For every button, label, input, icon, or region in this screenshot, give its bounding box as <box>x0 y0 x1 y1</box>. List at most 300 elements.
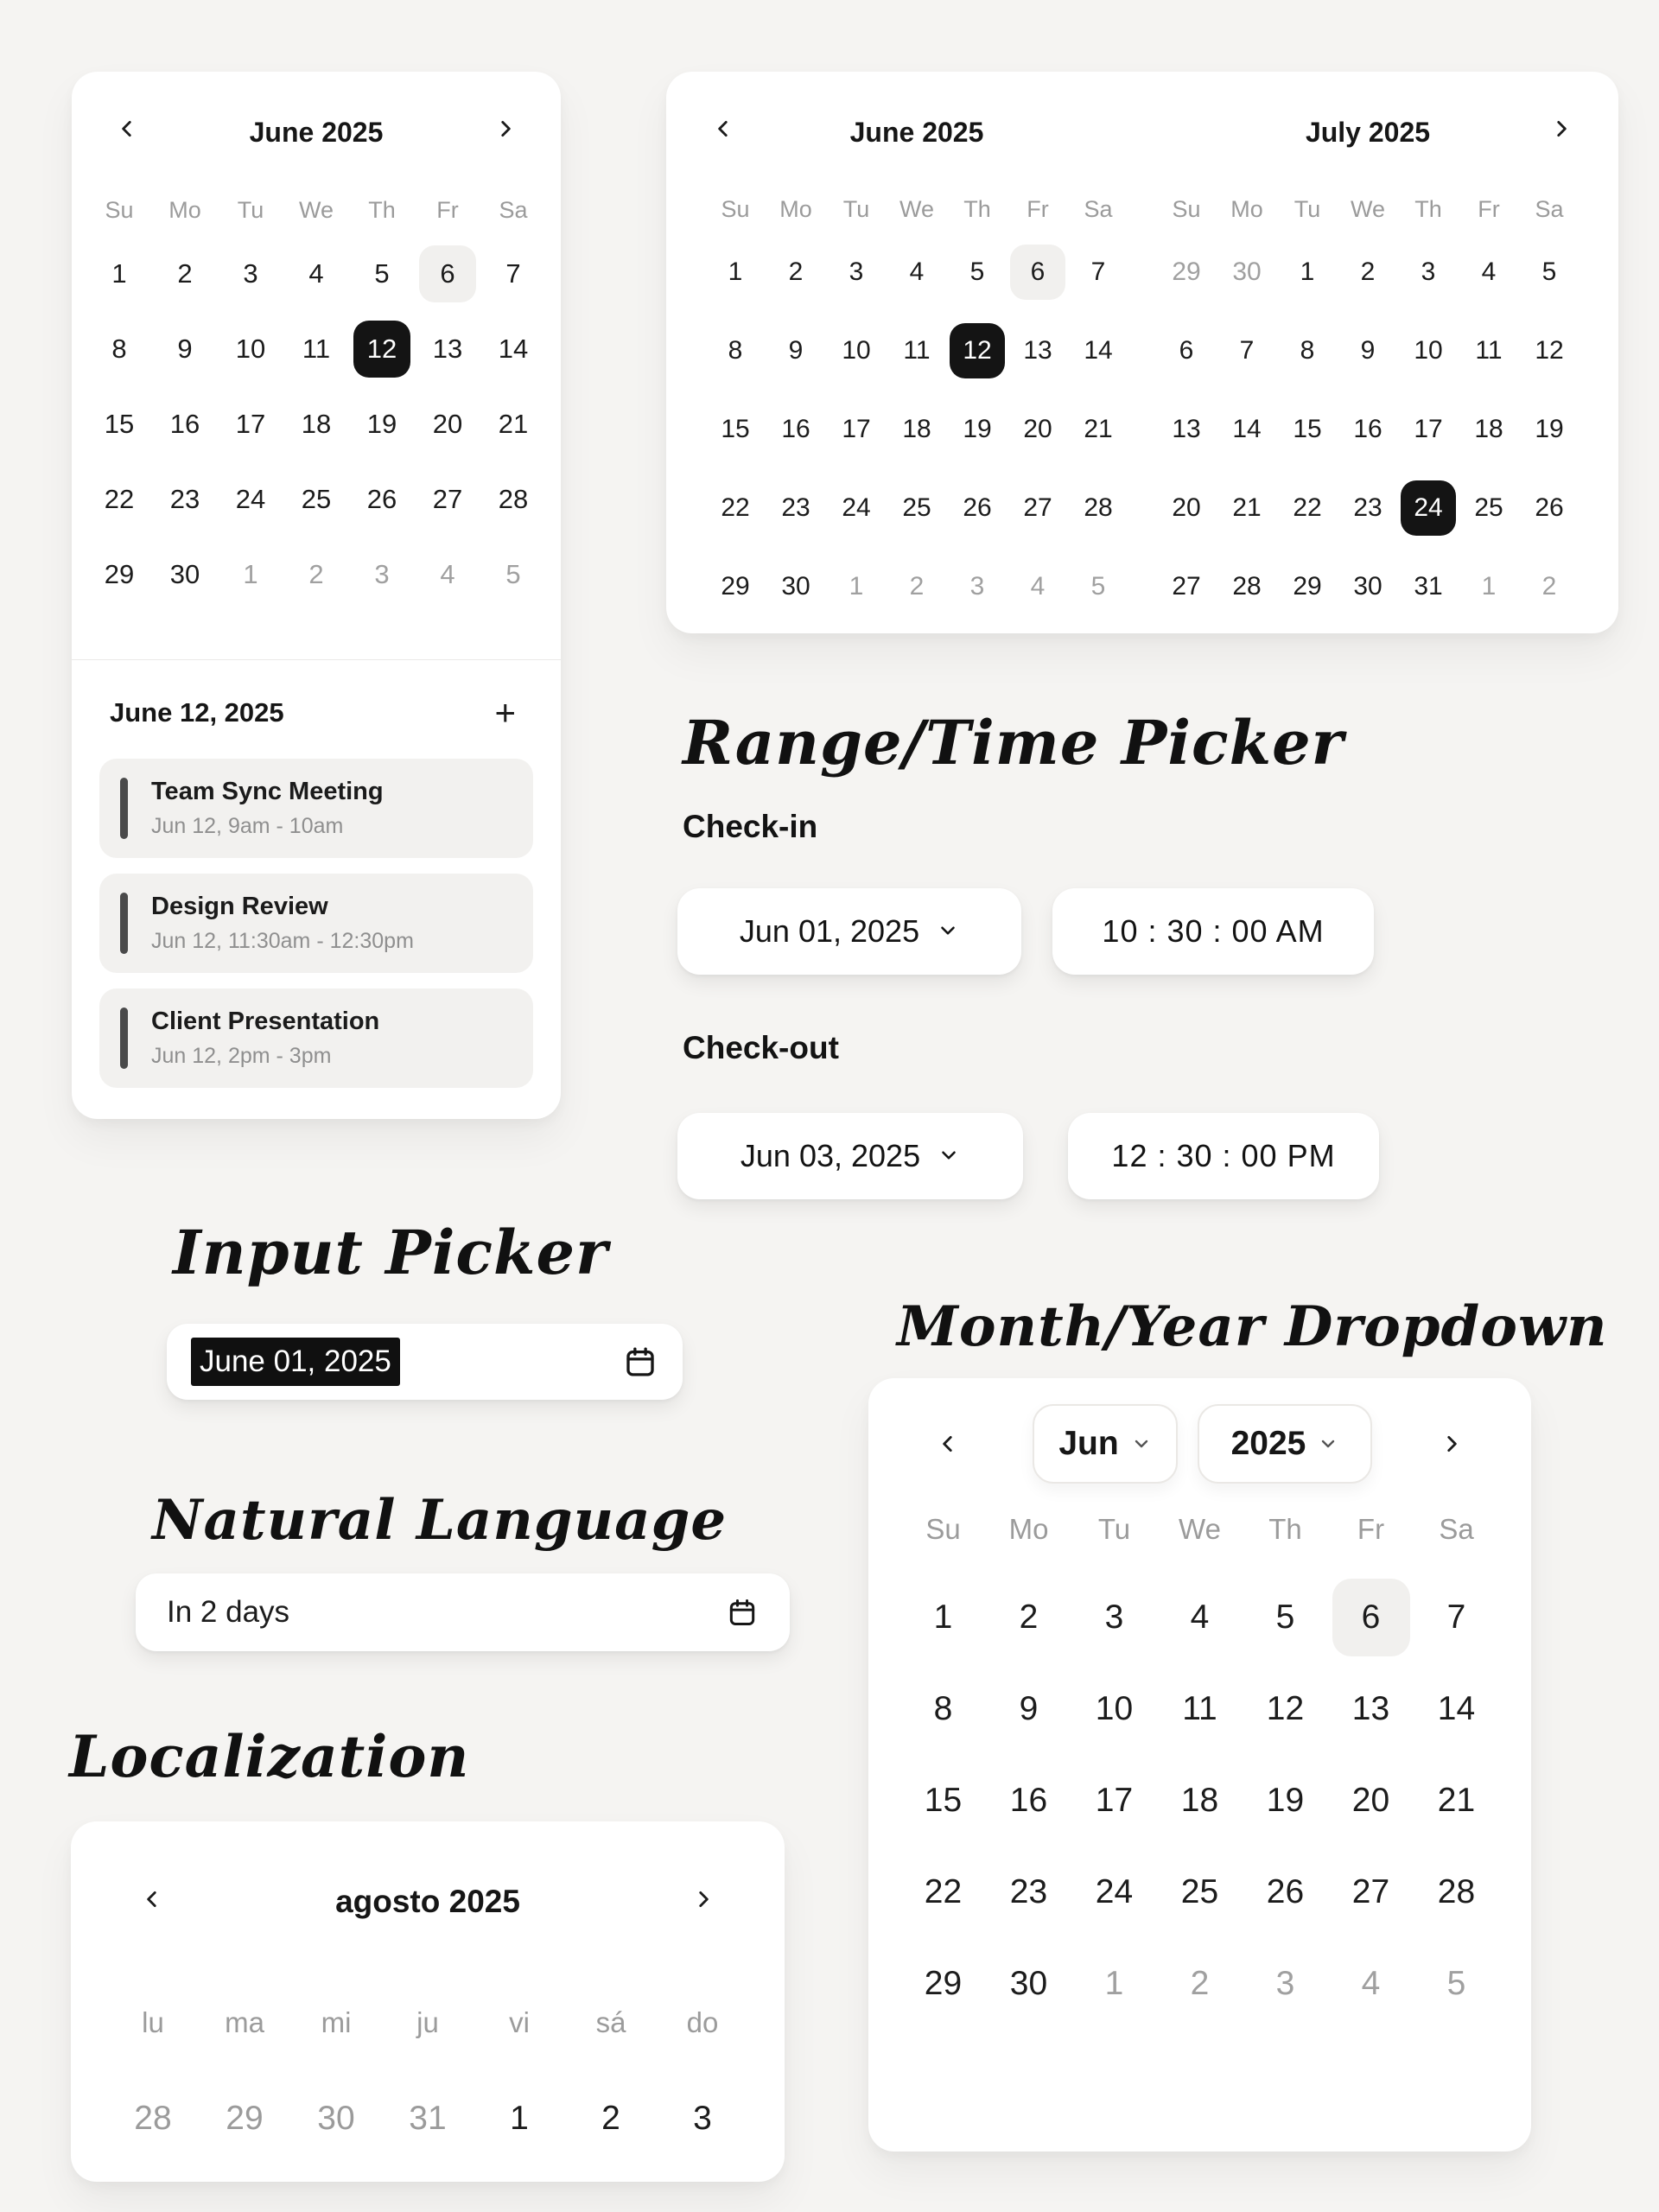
event-time: Jun 12, 11:30am - 12:30pm <box>151 929 414 953</box>
day-cell[interactable] <box>1459 232 1519 311</box>
day-cell[interactable] <box>1156 547 1217 626</box>
day-cell[interactable] <box>826 232 887 311</box>
event-title: Client Presentation <box>151 1007 380 1035</box>
day-cell[interactable] <box>826 468 887 547</box>
day-cell[interactable] <box>86 236 152 311</box>
day-number: 19 <box>1266 1782 1305 1819</box>
day-number: 10 <box>235 333 266 364</box>
day-cell[interactable] <box>349 311 415 386</box>
year-dropdown[interactable] <box>1198 1404 1372 1484</box>
day-cell[interactable] <box>152 537 218 612</box>
next-month-button[interactable] <box>688 1885 719 1916</box>
day-number: 11 <box>1475 335 1503 365</box>
day-cell[interactable] <box>1243 1663 1328 1755</box>
day-cell[interactable] <box>947 311 1007 390</box>
day-number: 29 <box>924 1965 963 2002</box>
day-cell[interactable] <box>1398 232 1459 311</box>
day-cell[interactable] <box>1338 390 1398 468</box>
weekday-label: Th <box>1268 1513 1302 1545</box>
day-number: 30 <box>1009 1965 1048 2002</box>
day-grid <box>900 1572 1499 2030</box>
day-cell[interactable] <box>415 236 480 311</box>
weekday-label: Su <box>1172 195 1201 222</box>
day-number: 9 <box>1360 335 1376 365</box>
day-number: 4 <box>909 257 925 286</box>
range-calendar-card <box>666 72 1618 633</box>
day-cell[interactable] <box>1277 390 1338 468</box>
event-item[interactable] <box>99 988 533 1088</box>
day-number: 29 <box>104 558 135 589</box>
day-cell[interactable] <box>887 232 947 311</box>
day-cell[interactable] <box>1156 311 1217 390</box>
day-grid <box>705 232 1128 626</box>
day-number: 29 <box>1293 571 1322 601</box>
day-cell[interactable] <box>480 236 546 311</box>
day-cell[interactable] <box>766 468 826 547</box>
weekday-label: We <box>1179 1513 1221 1545</box>
day-cell[interactable] <box>86 386 152 461</box>
day-number: 18 <box>301 408 332 439</box>
day-cell[interactable] <box>900 1755 986 1847</box>
day-cell[interactable] <box>480 311 546 386</box>
day-cell[interactable] <box>290 2074 382 2164</box>
day-cell[interactable] <box>1328 1847 1414 1938</box>
day-number: 15 <box>924 1782 963 1819</box>
day-cell[interactable] <box>1338 547 1398 626</box>
day-cell[interactable] <box>1398 468 1459 547</box>
day-cell[interactable] <box>1398 547 1459 626</box>
weekday-label: do <box>686 2006 719 2038</box>
day-number: 8 <box>933 1690 953 1727</box>
selected-day: 12 <box>353 321 410 378</box>
day-cell[interactable] <box>1414 1663 1499 1755</box>
day-cell[interactable] <box>1414 1847 1499 1938</box>
day-cell[interactable] <box>1519 311 1580 390</box>
day-cell[interactable] <box>1277 547 1338 626</box>
day-cell[interactable] <box>1328 1572 1414 1663</box>
day-cell[interactable] <box>349 236 415 311</box>
day-cell[interactable] <box>1277 468 1338 547</box>
day-number: 25 <box>902 493 931 522</box>
day-cell[interactable] <box>1157 1663 1243 1755</box>
day-cell[interactable] <box>1459 390 1519 468</box>
day-number: 1 <box>1104 1965 1124 2002</box>
day-cell[interactable] <box>947 232 1007 311</box>
day-cell[interactable] <box>826 547 887 626</box>
day-number: 13 <box>1172 414 1201 443</box>
day-number: 29 <box>226 2100 264 2137</box>
today-day: 6 <box>1332 1579 1410 1656</box>
day-cell[interactable] <box>1519 547 1580 626</box>
day-cell[interactable] <box>152 461 218 537</box>
day-cell[interactable] <box>1007 232 1068 311</box>
weekday-label: Sa <box>1439 1513 1474 1545</box>
day-cell[interactable] <box>218 236 283 311</box>
day-cell[interactable] <box>1071 1847 1157 1938</box>
day-cell[interactable] <box>1459 468 1519 547</box>
day-cell[interactable] <box>1519 468 1580 547</box>
day-number: 5 <box>505 558 521 589</box>
day-cell[interactable] <box>1338 468 1398 547</box>
day-cell[interactable] <box>1277 311 1338 390</box>
day-cell[interactable] <box>415 386 480 461</box>
day-number: 1 <box>1300 257 1315 286</box>
day-cell[interactable] <box>705 390 766 468</box>
day-number: 10 <box>842 335 871 365</box>
day-cell[interactable] <box>1277 232 1338 311</box>
day-cell[interactable] <box>826 311 887 390</box>
day-cell[interactable] <box>86 311 152 386</box>
day-cell[interactable] <box>766 547 826 626</box>
day-cell[interactable] <box>766 311 826 390</box>
day-number: 30 <box>1353 571 1382 601</box>
section-heading-input-picker: Input Picker <box>173 1217 608 1288</box>
weekday-label: Fr <box>1027 195 1049 222</box>
day-cell[interactable] <box>107 2074 199 2164</box>
day-cell[interactable] <box>1217 468 1277 547</box>
day-number: 30 <box>1232 257 1262 286</box>
day-cell[interactable] <box>86 461 152 537</box>
day-number: 20 <box>1351 1782 1390 1819</box>
calendar-icon[interactable] <box>726 1596 759 1629</box>
day-cell[interactable] <box>152 311 218 386</box>
day-number: 10 <box>1414 335 1443 365</box>
day-cell[interactable] <box>657 2074 748 2164</box>
day-number: 2 <box>1541 571 1557 601</box>
today-day: 6 <box>1010 245 1065 300</box>
day-number: 14 <box>498 333 529 364</box>
day-number: 5 <box>1446 1965 1466 2002</box>
weekday-label: sá <box>595 2006 626 2038</box>
day-cell[interactable] <box>900 1663 986 1755</box>
day-number: 10 <box>1095 1690 1134 1727</box>
day-cell[interactable] <box>1007 468 1068 547</box>
day-cell[interactable] <box>766 390 826 468</box>
day-number: 4 <box>1030 571 1046 601</box>
day-cell[interactable] <box>826 390 887 468</box>
day-cell[interactable] <box>86 537 152 612</box>
day-cell[interactable] <box>415 311 480 386</box>
natural-language-input[interactable] <box>136 1573 790 1651</box>
day-cell[interactable] <box>1459 311 1519 390</box>
event-title: Design Review <box>151 893 328 920</box>
day-cell[interactable] <box>349 537 415 612</box>
day-cell[interactable] <box>218 461 283 537</box>
day-cell[interactable] <box>705 547 766 626</box>
day-number: 2 <box>1190 1965 1210 2002</box>
day-cell[interactable] <box>887 311 947 390</box>
day-cell[interactable] <box>947 468 1007 547</box>
day-cell[interactable] <box>1068 390 1128 468</box>
day-number: 15 <box>104 408 135 439</box>
day-number: 2 <box>601 2100 620 2137</box>
chevron-down-icon <box>1318 1425 1338 1463</box>
day-cell[interactable] <box>283 386 349 461</box>
day-number: 4 <box>1481 257 1497 286</box>
day-cell[interactable] <box>1007 311 1068 390</box>
day-number: 3 <box>243 257 258 289</box>
day-cell[interactable] <box>283 537 349 612</box>
weekday-label: Su <box>721 195 750 222</box>
day-cell[interactable] <box>986 1663 1071 1755</box>
weekday-label: We <box>899 195 934 222</box>
add-event-button[interactable]: + <box>494 692 516 733</box>
day-number: 9 <box>177 333 193 364</box>
weekday-label: Tu <box>1294 195 1321 222</box>
day-cell[interactable] <box>900 1572 986 1663</box>
day-number: 24 <box>842 493 871 522</box>
day-number: 19 <box>963 414 992 443</box>
day-number: 24 <box>235 483 266 514</box>
day-cell[interactable] <box>1007 390 1068 468</box>
weekday-row <box>705 194 1128 224</box>
check-in-time-value: 10 : 30 : 00 AM <box>1102 913 1325 949</box>
next-month-button[interactable] <box>1436 1430 1467 1461</box>
day-cell[interactable] <box>1414 1572 1499 1663</box>
check-out-time-button[interactable] <box>1068 1113 1379 1199</box>
day-cell[interactable] <box>887 547 947 626</box>
day-number: 16 <box>169 408 200 439</box>
event-accent-bar <box>120 1007 128 1069</box>
day-number: 1 <box>510 2100 529 2137</box>
day-cell[interactable] <box>1328 1755 1414 1847</box>
day-cell[interactable] <box>199 2074 290 2164</box>
weekday-label: Tu <box>1097 1513 1131 1545</box>
day-cell[interactable] <box>1071 1938 1157 2030</box>
day-number: 31 <box>409 2100 447 2137</box>
day-number: 2 <box>177 257 193 289</box>
event-accent-bar <box>120 778 128 839</box>
day-cell[interactable] <box>1157 1572 1243 1663</box>
day-number: 25 <box>301 483 332 514</box>
day-number: 2 <box>788 257 804 286</box>
day-number: 22 <box>104 483 135 514</box>
day-cell[interactable] <box>766 232 826 311</box>
month-dropdown[interactable] <box>1033 1404 1178 1484</box>
day-cell[interactable] <box>1414 1938 1499 2030</box>
day-number: 28 <box>1084 493 1113 522</box>
prev-month-button[interactable] <box>932 1430 963 1461</box>
day-cell[interactable] <box>283 461 349 537</box>
day-cell[interactable] <box>1338 311 1398 390</box>
day-cell[interactable] <box>900 1847 986 1938</box>
day-cell[interactable] <box>1217 547 1277 626</box>
day-cell[interactable] <box>986 1572 1071 1663</box>
chevron-down-icon <box>1131 1425 1152 1463</box>
left-month-title: June 2025 <box>849 117 984 148</box>
day-cell[interactable] <box>1217 390 1277 468</box>
day-cell[interactable] <box>1414 1755 1499 1847</box>
day-cell[interactable] <box>1156 390 1217 468</box>
day-cell[interactable] <box>349 461 415 537</box>
day-number: 1 <box>933 1599 953 1636</box>
day-number: 16 <box>1353 414 1382 443</box>
day-number: 2 <box>1360 257 1376 286</box>
day-number: 21 <box>498 408 529 439</box>
day-cell[interactable] <box>1217 232 1277 311</box>
day-cell[interactable] <box>887 468 947 547</box>
day-cell[interactable] <box>480 386 546 461</box>
day-number: 2 <box>909 571 925 601</box>
day-cell[interactable] <box>565 2074 657 2164</box>
day-cell[interactable] <box>705 311 766 390</box>
year-dropdown-value: 2025 <box>1230 1425 1306 1462</box>
event-item[interactable] <box>99 874 533 973</box>
date-input-field[interactable] <box>167 1324 683 1400</box>
day-cell[interactable] <box>1156 232 1217 311</box>
day-cell[interactable] <box>947 547 1007 626</box>
day-number: 4 <box>308 257 324 289</box>
day-number: 18 <box>902 414 931 443</box>
day-number: 29 <box>1172 257 1201 286</box>
day-cell[interactable] <box>900 1938 986 2030</box>
day-number: 5 <box>1275 1599 1295 1636</box>
day-number: 13 <box>1351 1690 1390 1727</box>
weekday-row <box>1156 194 1580 224</box>
day-cell[interactable] <box>152 386 218 461</box>
day-number: 20 <box>1172 493 1201 522</box>
day-cell[interactable] <box>1243 1572 1328 1663</box>
weekday-row <box>900 1512 1499 1547</box>
day-cell[interactable] <box>480 537 546 612</box>
day-number: 3 <box>693 2100 712 2137</box>
day-cell[interactable] <box>480 461 546 537</box>
day-cell[interactable] <box>1071 1572 1157 1663</box>
day-cell[interactable] <box>218 311 283 386</box>
day-cell[interactable] <box>1459 547 1519 626</box>
weekday-label: Fr <box>1478 195 1500 222</box>
day-number: 26 <box>1266 1873 1305 1910</box>
day-number: 30 <box>781 571 810 601</box>
day-number: 7 <box>505 257 521 289</box>
month-dropdown-value: Jun <box>1058 1425 1119 1462</box>
day-number: 4 <box>440 558 455 589</box>
day-number: 23 <box>781 493 810 522</box>
day-cell[interactable] <box>1071 1663 1157 1755</box>
day-cell[interactable] <box>1068 232 1128 311</box>
day-cell[interactable] <box>415 537 480 612</box>
day-number: 8 <box>1300 335 1315 365</box>
section-heading-month-year: Month/Year Dropdown <box>897 1294 1608 1359</box>
day-cell[interactable] <box>1398 390 1459 468</box>
day-cell[interactable] <box>1519 390 1580 468</box>
check-out-date-value: Jun 03, 2025 <box>740 1138 921 1173</box>
day-number: 3 <box>849 257 864 286</box>
day-cell[interactable] <box>1243 1938 1328 2030</box>
day-cell[interactable] <box>152 236 218 311</box>
weekday-row <box>107 2005 748 2041</box>
day-cell[interactable] <box>986 1847 1071 1938</box>
day-cell[interactable] <box>1328 1663 1414 1755</box>
day-cell[interactable] <box>1338 232 1398 311</box>
day-cell[interactable] <box>1157 1938 1243 2030</box>
day-number: 28 <box>1232 571 1262 601</box>
day-cell[interactable] <box>349 386 415 461</box>
day-cell[interactable] <box>1398 311 1459 390</box>
day-cell[interactable] <box>947 390 1007 468</box>
day-cell[interactable] <box>986 1938 1071 2030</box>
section-heading-natural-language: Natural Language <box>152 1488 728 1553</box>
day-cell[interactable] <box>887 390 947 468</box>
day-cell[interactable] <box>218 537 283 612</box>
weekday-label: Su <box>925 1513 961 1545</box>
next-month-button[interactable] <box>490 115 521 146</box>
day-cell[interactable] <box>474 2074 565 2164</box>
day-number: 16 <box>1009 1782 1048 1819</box>
day-number: 18 <box>1180 1782 1219 1819</box>
weekday-label: lu <box>142 2006 164 2038</box>
day-cell[interactable] <box>705 232 766 311</box>
weekday-label: Fr <box>1357 1513 1385 1545</box>
day-number: 3 <box>1275 1965 1295 2002</box>
day-number: 15 <box>721 414 750 443</box>
day-cell[interactable] <box>415 461 480 537</box>
check-in-time-button[interactable] <box>1052 888 1374 975</box>
day-cell[interactable] <box>218 386 283 461</box>
day-number: 21 <box>1437 1782 1476 1819</box>
day-cell[interactable] <box>1217 311 1277 390</box>
day-cell[interactable] <box>1068 311 1128 390</box>
day-number: 2 <box>1019 1599 1039 1636</box>
day-cell[interactable] <box>1156 468 1217 547</box>
day-number: 23 <box>169 483 200 514</box>
check-in-date-dropdown[interactable] <box>677 888 1021 975</box>
day-cell[interactable] <box>1328 1938 1414 2030</box>
day-cell[interactable] <box>1157 1847 1243 1938</box>
event-item[interactable] <box>99 759 533 858</box>
day-cell[interactable] <box>1068 547 1128 626</box>
day-cell[interactable] <box>382 2074 474 2164</box>
day-number: 19 <box>1535 414 1564 443</box>
day-cell[interactable] <box>1519 232 1580 311</box>
next-month-button[interactable] <box>1546 115 1577 146</box>
weekday-label: We <box>1350 195 1385 222</box>
day-number: 17 <box>1414 414 1443 443</box>
day-number: 29 <box>721 571 750 601</box>
event-time: Jun 12, 9am - 10am <box>151 814 344 838</box>
section-heading-localization: Localization <box>69 1723 470 1790</box>
calendar-icon[interactable] <box>622 1344 658 1380</box>
events-date-label: June 12, 2025 <box>110 697 284 728</box>
day-number: 22 <box>924 1873 963 1910</box>
day-number: 2 <box>308 558 324 589</box>
weekday-label: Mo <box>779 195 812 222</box>
single-calendar-card <box>72 72 561 1119</box>
day-number: 30 <box>169 558 200 589</box>
weekday-label: Su <box>105 196 134 223</box>
day-number: 14 <box>1084 335 1113 365</box>
day-cell[interactable] <box>283 311 349 386</box>
day-cell[interactable] <box>1157 1755 1243 1847</box>
day-number: 5 <box>374 257 390 289</box>
month-year-calendar-card <box>868 1378 1531 2152</box>
day-cell[interactable] <box>1007 547 1068 626</box>
day-cell[interactable] <box>705 468 766 547</box>
day-cell[interactable] <box>1068 468 1128 547</box>
day-number: 7 <box>1090 257 1106 286</box>
check-out-date-dropdown[interactable] <box>677 1113 1023 1199</box>
weekday-label: ma <box>225 2006 264 2038</box>
calendar-month-title: agosto 2025 <box>335 1884 520 1919</box>
day-cell[interactable] <box>1071 1755 1157 1847</box>
day-cell[interactable] <box>283 236 349 311</box>
day-cell[interactable] <box>1243 1755 1328 1847</box>
day-number: 1 <box>111 257 127 289</box>
day-cell[interactable] <box>986 1755 1071 1847</box>
day-number: 3 <box>374 558 390 589</box>
day-cell[interactable] <box>1243 1847 1328 1938</box>
day-number: 1 <box>849 571 864 601</box>
